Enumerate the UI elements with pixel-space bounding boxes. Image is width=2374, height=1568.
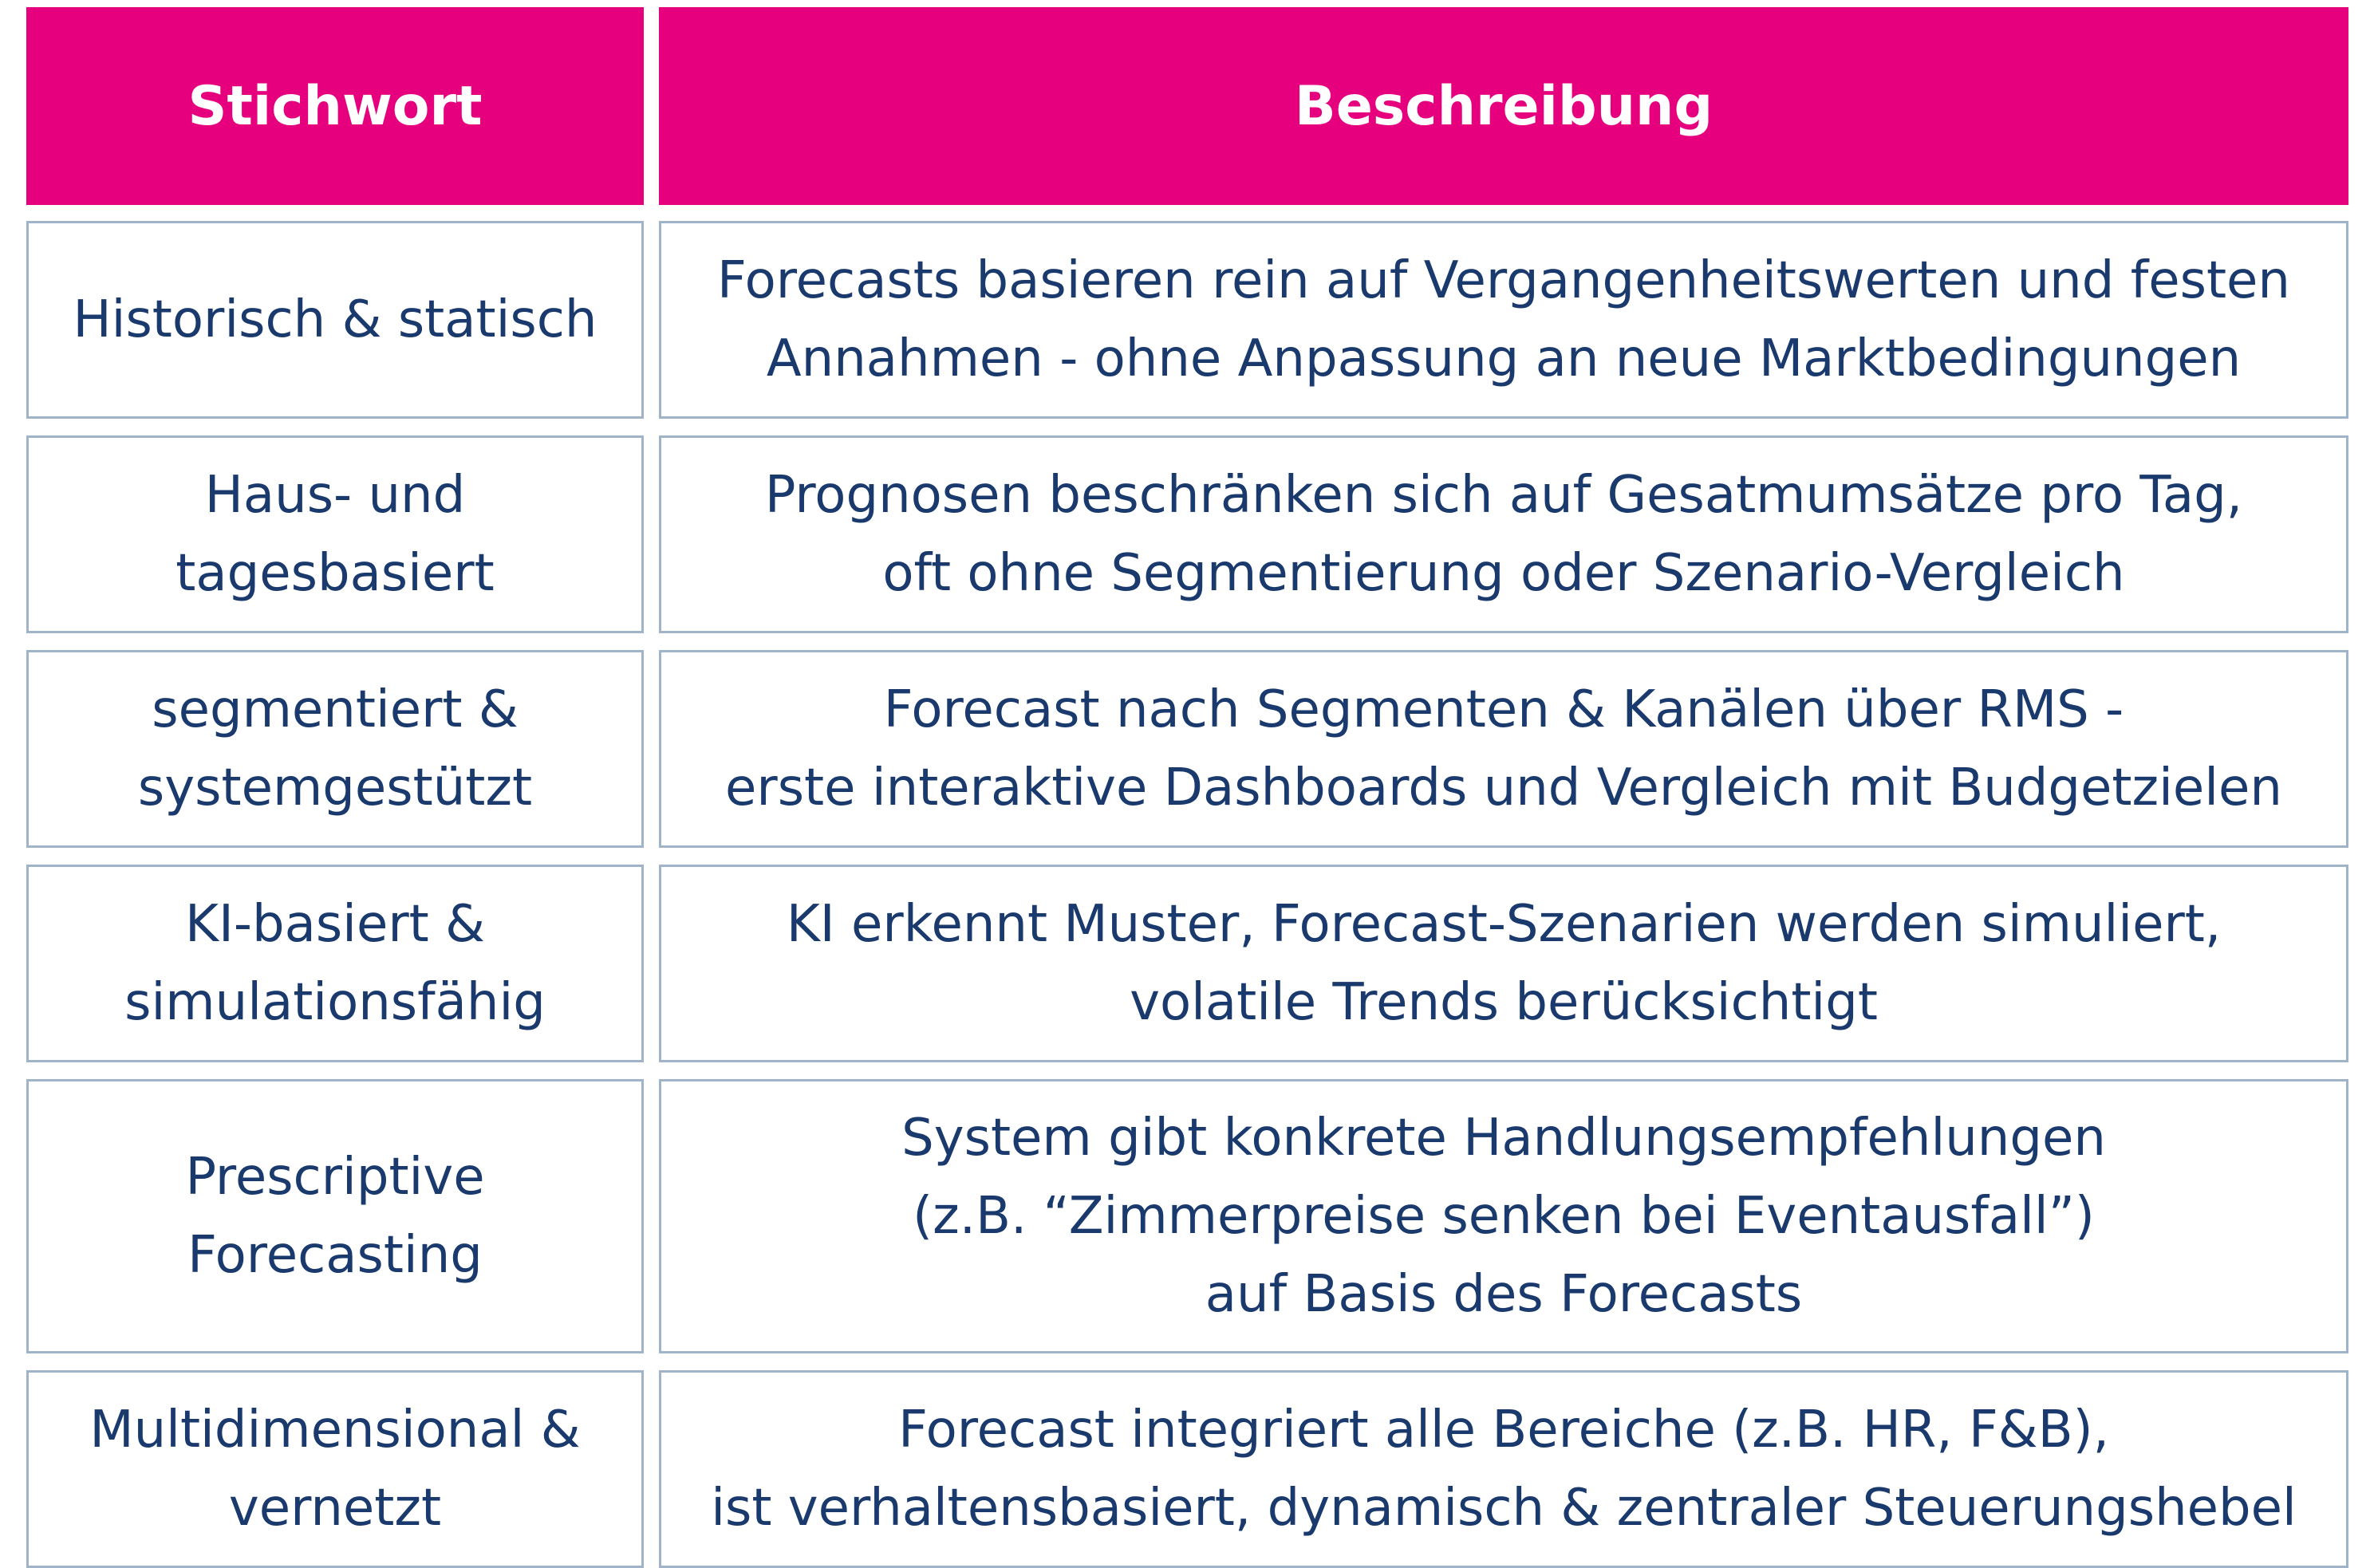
table-row-1-description: [659, 221, 2348, 419]
table-row-2-keyword: [26, 435, 644, 633]
keyword-text: segmentiert & systemgestützt: [137, 680, 533, 817]
description-text: Prognosen beschränken sich auf Gesatmumsätze pro Tag, oft ohne Segmentierung oder Szenario-Vergleich: [764, 466, 2243, 603]
keyword-text: Haus- und tagesbasiert: [175, 466, 495, 603]
table-row-2-description: [659, 435, 2348, 633]
table-row-4-keyword: [26, 865, 644, 1062]
table-row-3-keyword: [26, 650, 644, 848]
header-stichwort-label: Stichwort: [187, 74, 483, 138]
keyword-text: Historisch & statisch: [73, 290, 597, 349]
description-text: Forecasts basieren rein auf Vergangenheitswerten und festen Annahmen - ohne Anpassung an neue Marktbedingungen: [717, 251, 2290, 388]
description-text: System gibt konkrete Handlungsempfehlungen (z.B. “Zimmerpreise senken bei Eventausfall”) auf Basis des Forecasts: [901, 1109, 2106, 1324]
description-text: KI erkennt Muster, Forecast-Szenarien werden simuliert, volatile Trends berücksichtigt: [786, 895, 2222, 1032]
table-row-1-keyword: [26, 221, 644, 419]
header-stichwort: [26, 7, 644, 205]
description-text: Forecast nach Segmenten & Kanälen über RMS - erste interaktive Dashboards und Vergleich mit Budgetzielen: [725, 680, 2282, 817]
table-row-6-description: [659, 1370, 2348, 1568]
table-row-5-keyword: [26, 1079, 644, 1353]
table-row-5-description: [659, 1079, 2348, 1353]
keyword-text: Multidimensional & vernetzt: [89, 1401, 581, 1538]
header-beschreibung: [659, 7, 2348, 205]
table-row-3-description: [659, 650, 2348, 848]
table-row-6-keyword: [26, 1370, 644, 1568]
keyword-text: Prescriptive Forecasting: [185, 1148, 485, 1285]
description-text: Forecast integriert alle Bereiche (z.B. HR, F&B), ist verhaltensbasiert, dynamisch & zentraler Steuerungshebel: [711, 1401, 2297, 1538]
header-beschreibung-label: Beschreibung: [1294, 74, 1713, 138]
keyword-text: KI-basiert & simulationsfähig: [124, 895, 546, 1032]
table-row-4-description: [659, 865, 2348, 1062]
